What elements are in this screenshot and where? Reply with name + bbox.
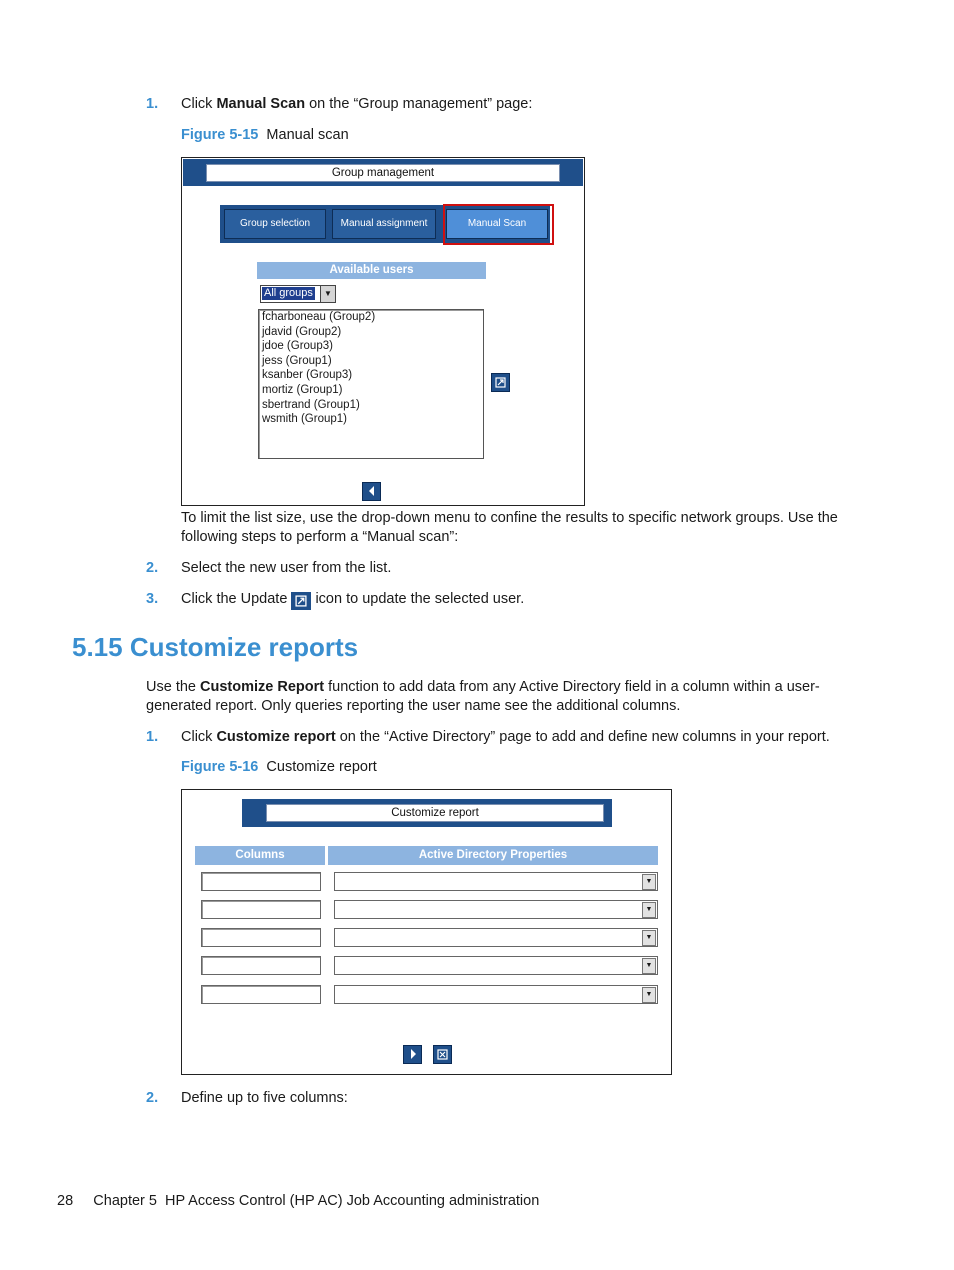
list-item[interactable]: ksanber (Group3) (262, 369, 353, 382)
list-item[interactable]: mortiz (Group1) (262, 383, 343, 396)
close-icon[interactable] (433, 1045, 452, 1064)
figure-label: Figure 5-15 (181, 127, 259, 143)
step-1 (146, 95, 158, 114)
group-select[interactable] (260, 285, 336, 303)
ad-property-select[interactable] (334, 872, 658, 891)
step-text: Define up to five columns: (181, 1090, 348, 1106)
intro-paragraph (146, 678, 846, 716)
update-icon (291, 592, 311, 610)
chevron-down-icon[interactable]: ▼ (642, 902, 656, 918)
column-name-input[interactable] (201, 985, 321, 1004)
chevron-down-icon[interactable]: ▼ (642, 958, 656, 974)
bold-text: Customize Report (200, 679, 325, 695)
instruction-paragraph: To limit the list size, use the drop-down menu to confine the results to specific network groups. Use the following steps to perform a “Manual scan”: (181, 510, 838, 545)
page-footer (57, 1193, 539, 1209)
text: Use the (146, 679, 200, 695)
step-1-text (181, 95, 532, 114)
figure-label: Figure 5-16 (181, 759, 259, 775)
list-item[interactable]: jdavid (Group2) (262, 325, 342, 338)
bold-text: Customize report (216, 729, 336, 745)
figure-caption (181, 126, 349, 145)
ad-property-select[interactable] (334, 928, 658, 947)
text: Click the Update (181, 591, 292, 607)
list-item[interactable]: wsmith (Group1) (262, 413, 347, 426)
chevron-down-icon[interactable]: ▼ (320, 286, 335, 302)
list-item[interactable]: sbertrand (Group1) (262, 398, 360, 411)
chevron-down-icon[interactable]: ▼ (642, 930, 656, 946)
ad-property-select[interactable] (334, 900, 658, 919)
text: Click (181, 96, 217, 112)
ad-property-select[interactable] (334, 985, 658, 1004)
ad-properties-header: Active Directory Properties (328, 846, 658, 865)
figure-title: Manual scan (266, 127, 349, 143)
group-select-value: All groups (264, 287, 313, 299)
step-number: 1. (146, 96, 159, 112)
tab-group-selection[interactable]: Group selection (224, 209, 326, 239)
tab-manual-scan[interactable]: Manual Scan (446, 209, 548, 239)
columns-header: Columns (195, 846, 325, 865)
group-management-figure (181, 157, 585, 506)
available-users-header: Available users (257, 262, 486, 279)
step-3-text (181, 590, 524, 610)
step-text (181, 728, 830, 747)
chevron-down-icon[interactable]: ▼ (642, 874, 656, 890)
ad-property-select[interactable] (334, 956, 658, 975)
text: function to add data from any Active Directory field in a column within a user-generated report. Only queries reporting the user name see the additional columns. (146, 679, 820, 714)
column-name-input[interactable] (201, 956, 321, 975)
page-number: 28 (57, 1193, 74, 1209)
update-icon[interactable] (491, 373, 510, 392)
column-name-input[interactable] (201, 872, 321, 891)
highlight-box (443, 204, 554, 245)
header-title: Customize report (266, 804, 604, 822)
back-arrow-icon[interactable] (362, 482, 381, 501)
text: on the “Active Directory” page to add and define new columns in your report. (335, 729, 830, 745)
text: icon to update the selected user. (311, 591, 525, 607)
text: on the “Group management” page: (305, 96, 533, 112)
header-title: Group management (206, 164, 560, 182)
user-list[interactable] (258, 309, 484, 459)
next-arrow-icon[interactable] (403, 1045, 422, 1064)
bold-text: Manual Scan (216, 96, 306, 112)
step-number: 1. (146, 729, 159, 745)
chevron-down-icon[interactable]: ▼ (642, 987, 656, 1003)
text: Click (181, 729, 217, 745)
tab-manual-assignment[interactable]: Manual assignment (332, 209, 436, 239)
column-name-input[interactable] (201, 900, 321, 919)
chapter-title: Chapter 5 HP Access Control (HP AC) Job Accounting administration (93, 1193, 540, 1209)
list-item[interactable]: fcharboneau (Group2) (262, 311, 376, 323)
step-2-text: Select the new user from the list. (181, 560, 392, 576)
section-heading: 5.15 Customize reports (72, 632, 359, 662)
customize-report-figure (181, 789, 672, 1075)
column-name-input[interactable] (201, 928, 321, 947)
step-number: 2. (146, 1090, 159, 1106)
list-item[interactable]: jess (Group1) (262, 354, 332, 367)
step-number: 3. (146, 591, 159, 607)
figure-title: Customize report (266, 759, 377, 775)
step-number: 2. (146, 560, 159, 576)
list-item[interactable]: jdoe (Group3) (262, 340, 333, 353)
figure-caption (181, 758, 377, 777)
